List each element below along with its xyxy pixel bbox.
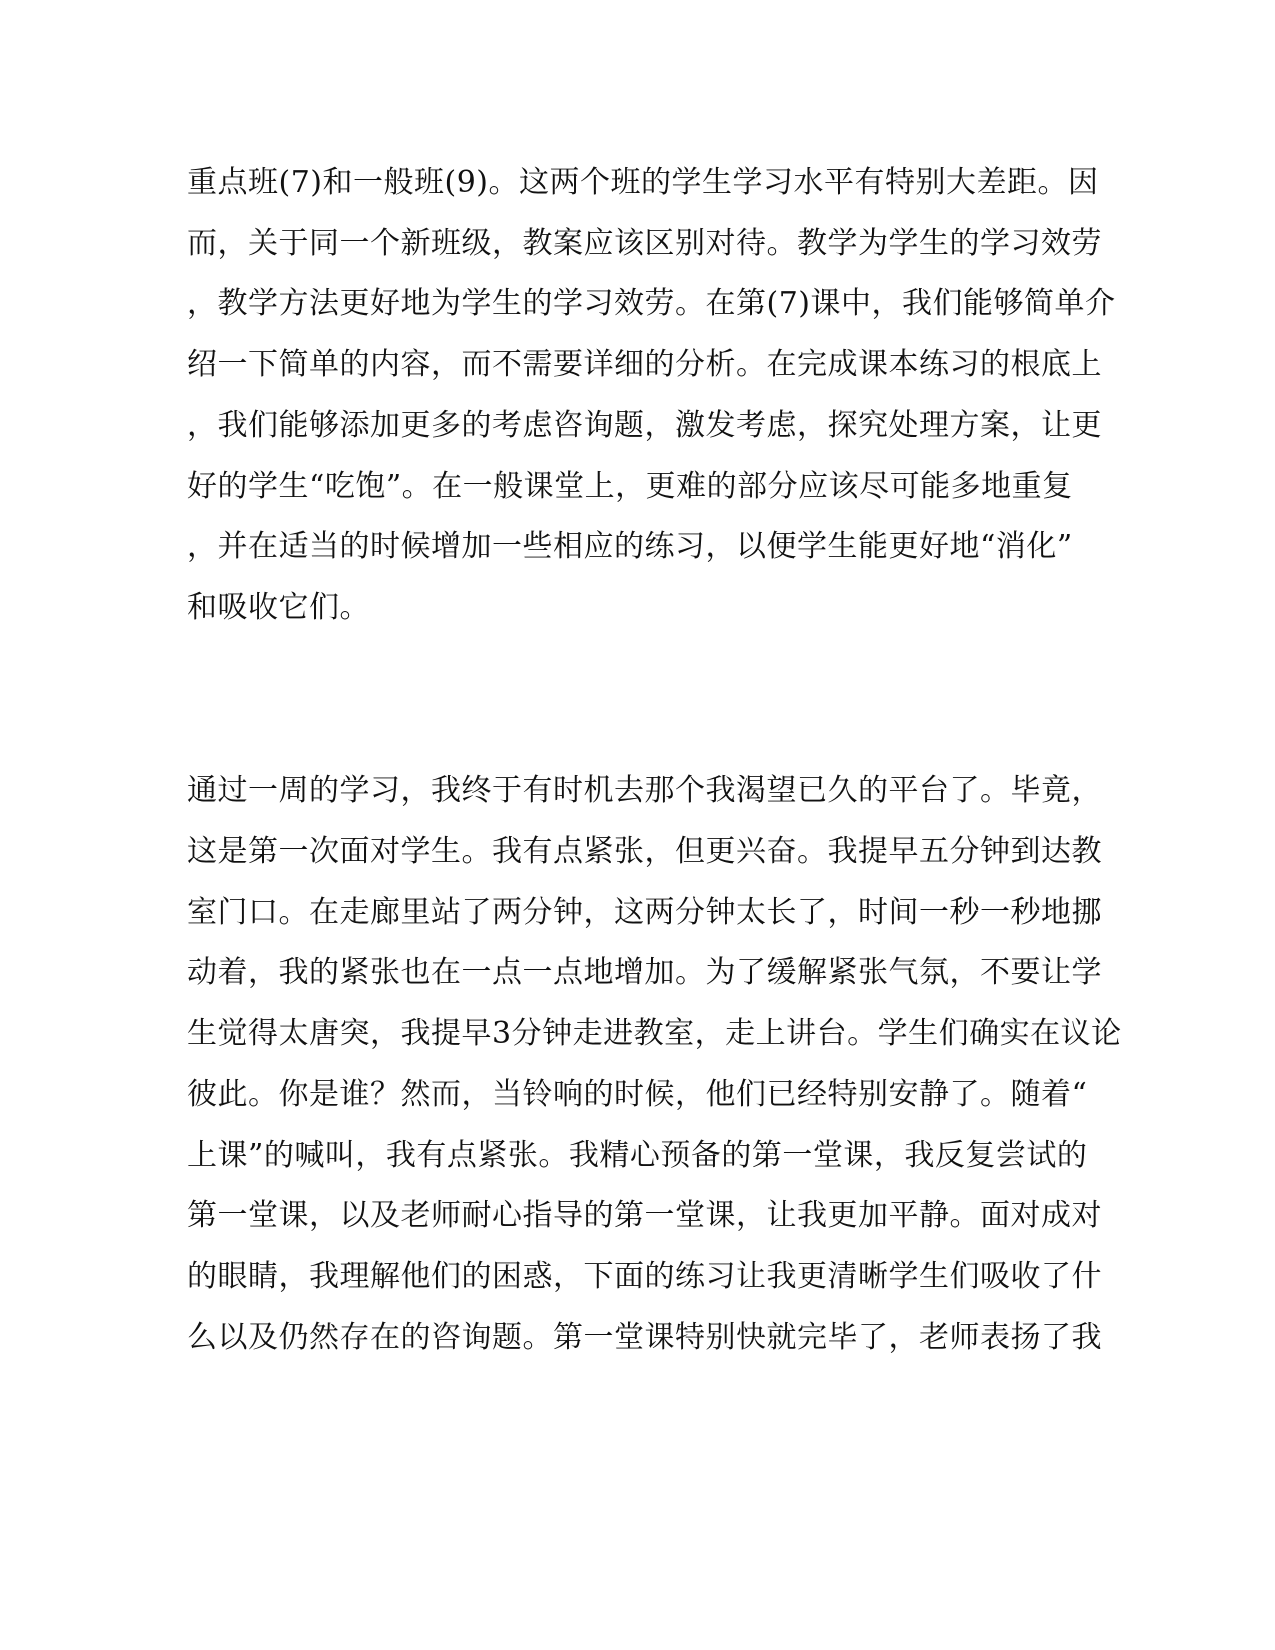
text-line: 好的学生“吃饱”。在一般课堂上，更难的部分应该尽可能多地重复	[187, 469, 1073, 504]
text-line: 么以及仍然存在的咨询题。第一堂课特别快就完毕了，老师表扬了我	[187, 1320, 1102, 1355]
text-line: 第一堂课，以及老师耐心指导的第一堂课，让我更加平静。面对成对	[187, 1198, 1102, 1233]
text-line: 的眼睛，我理解他们的困惑，下面的练习让我更清晰学生们吸收了什	[187, 1259, 1102, 1294]
text-line: 通过一周的学习，我终于有时机去那个我渴望已久的平台了。毕竟，	[187, 773, 1102, 808]
text-line: ，教学方法更好地为学生的学习效劳。在第(7)课中，我们能够简单介	[187, 286, 1116, 321]
text-line: 这是第一次面对学生。我有点紧张，但更兴奋。我提早五分钟到达教	[187, 834, 1102, 869]
text-line: 而，关于同一个新班级，教案应该区别对待。教学为学生的学习效劳	[187, 226, 1102, 261]
text-line: ，并在适当的时候增加一些相应的练习，以便学生能更好地“消化”	[187, 529, 1073, 564]
text-line: ，我们能够添加更多的考虑咨询题，激发考虑，探究处理方案，让更	[187, 408, 1102, 443]
text-line: 和吸收它们。	[187, 590, 370, 625]
text-line: 动着，我的紧张也在一点一点地增加。为了缓解紧张气氛，不要让学	[187, 955, 1102, 990]
text-line: 室门口。在走廊里站了两分钟，这两分钟太长了，时间一秒一秒地挪	[187, 895, 1102, 930]
text-line: 生觉得太唐突，我提早3分钟走进教室，走上讲台。学生们确实在议论	[187, 1016, 1122, 1051]
text-line: 重点班(7)和一般班(9)。这两个班的学生学习水平有特别大差距。因	[187, 165, 1099, 200]
text-line: 绍一下简单的内容，而不需要详细的分析。在完成课本练习的根底上	[187, 347, 1102, 382]
text-line: 彼此。你是谁？然而，当铃响的时候，他们已经特别安静了。随着“	[187, 1077, 1088, 1112]
text-line: 上课”的喊叫，我有点紧张。我精心预备的第一堂课，我反复尝试的	[187, 1138, 1088, 1173]
